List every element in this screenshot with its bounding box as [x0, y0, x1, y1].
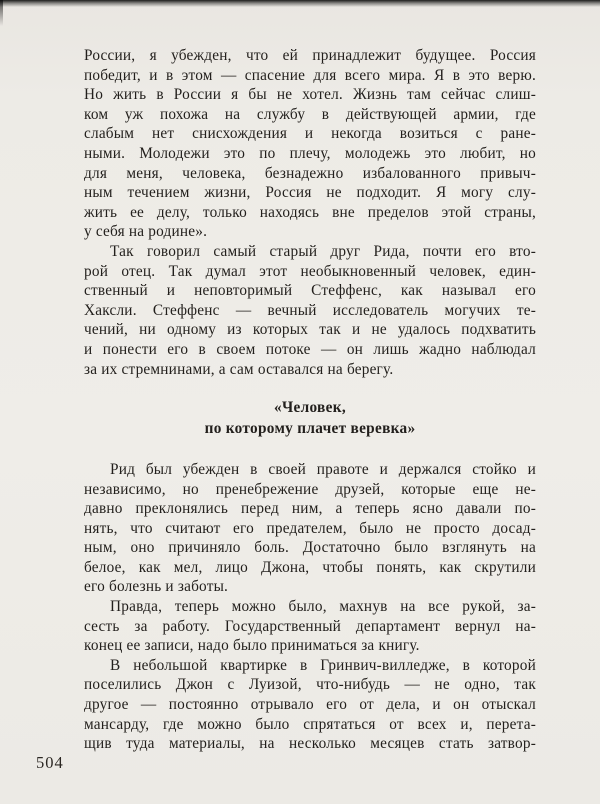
text-line: Но жить в России я бы не хотел. Жизнь там сейчас слиш-	[84, 86, 536, 104]
text-line: за их стремнинами, а сам оставался на берегу.	[84, 360, 394, 378]
text-line: победит, и в этом — спасение для всего мира. Я в это верю.	[84, 66, 536, 84]
text-line: его болезнь и заботы.	[84, 578, 229, 596]
text-line: ком уж похожа на службу в действующей армии, где	[84, 105, 536, 123]
text-line: Рид был убежден в своей правоте и держался стойко и	[110, 460, 536, 478]
section-heading	[84, 398, 536, 439]
text-line: Так говорил самый старый друг Рида, почти его вто-	[110, 242, 536, 260]
scan-edge-artifact	[0, 0, 3, 26]
section-heading-line: «Человек,	[274, 399, 346, 417]
text-line: ным течением жизни, Россия не подходит. Я могу слу-	[84, 184, 536, 202]
scan-edge-artifact	[0, 0, 600, 7]
text-line: слабым нет снисхождения и некогда возиться с ране-	[84, 125, 536, 143]
text-line: конец ее записи, надо было приниматься за книгу.	[84, 637, 420, 655]
text-line: мансарду, где можно было спрятаться от всех и, перета-	[84, 715, 536, 733]
text-line: Хаксли. Стеффенс — вечный исследователь могучих те-	[84, 301, 536, 319]
text-line: Правда, теперь можно было, махнув на все рукой, за-	[110, 598, 536, 616]
text-line: рой отец. Так думал этот необыкновенный человек, един-	[84, 262, 536, 280]
text-line: щив туда материалы, на несколько месяцев стать затвор-	[84, 735, 536, 753]
text-line: давно преклонялись перед ним, а теперь ясно давали по-	[84, 500, 536, 518]
text-line: у себя на родине».	[84, 223, 208, 241]
text-line: чений, ни одному из которых так и не удалось подхватить	[84, 321, 536, 339]
text-line: другое — постоянно отрывало его от дела, и он отыскал	[84, 696, 536, 714]
text-line: белое, как мел, лицо Джона, чтобы понять, как скрутили	[84, 558, 536, 576]
text-line: В небольшой квартирке в Гринвич-вилледже, в которой	[110, 656, 536, 674]
text-line: ственный и неповторимый Стеффенс, как называл его	[84, 282, 536, 300]
text-line: России, я убежден, что ей принадлежит будущее. Россия	[84, 47, 536, 64]
section-heading-line: по которому плачет веревка»	[204, 419, 416, 437]
text-line: ными. Молодежи это по плечу, молодежь это любит, но	[84, 144, 536, 162]
text-line: для меня, человека, безнадежно избалованного привыч-	[84, 164, 536, 182]
text-line: сесть за работу. Государственный департамент вернул на-	[84, 617, 536, 635]
text-line: независимо, но пренебрежение друзей, которые еще не-	[84, 480, 536, 498]
text-line: и понести его в своем потоке — он лишь жадно наблюдал	[84, 340, 536, 358]
page-number: 504	[36, 753, 64, 772]
text-line: нять, что считают его предателем, было не просто досад-	[84, 519, 536, 537]
text-line: ным, оно причиняло боль. Достаточно было взглянуть на	[84, 539, 536, 557]
page-text	[84, 46, 536, 754]
text-line: жить ее делу, только находясь вне пределов этой страны,	[84, 203, 536, 221]
text-line: поселились Джон с Луизой, что-нибудь — не одно, так	[84, 676, 536, 694]
